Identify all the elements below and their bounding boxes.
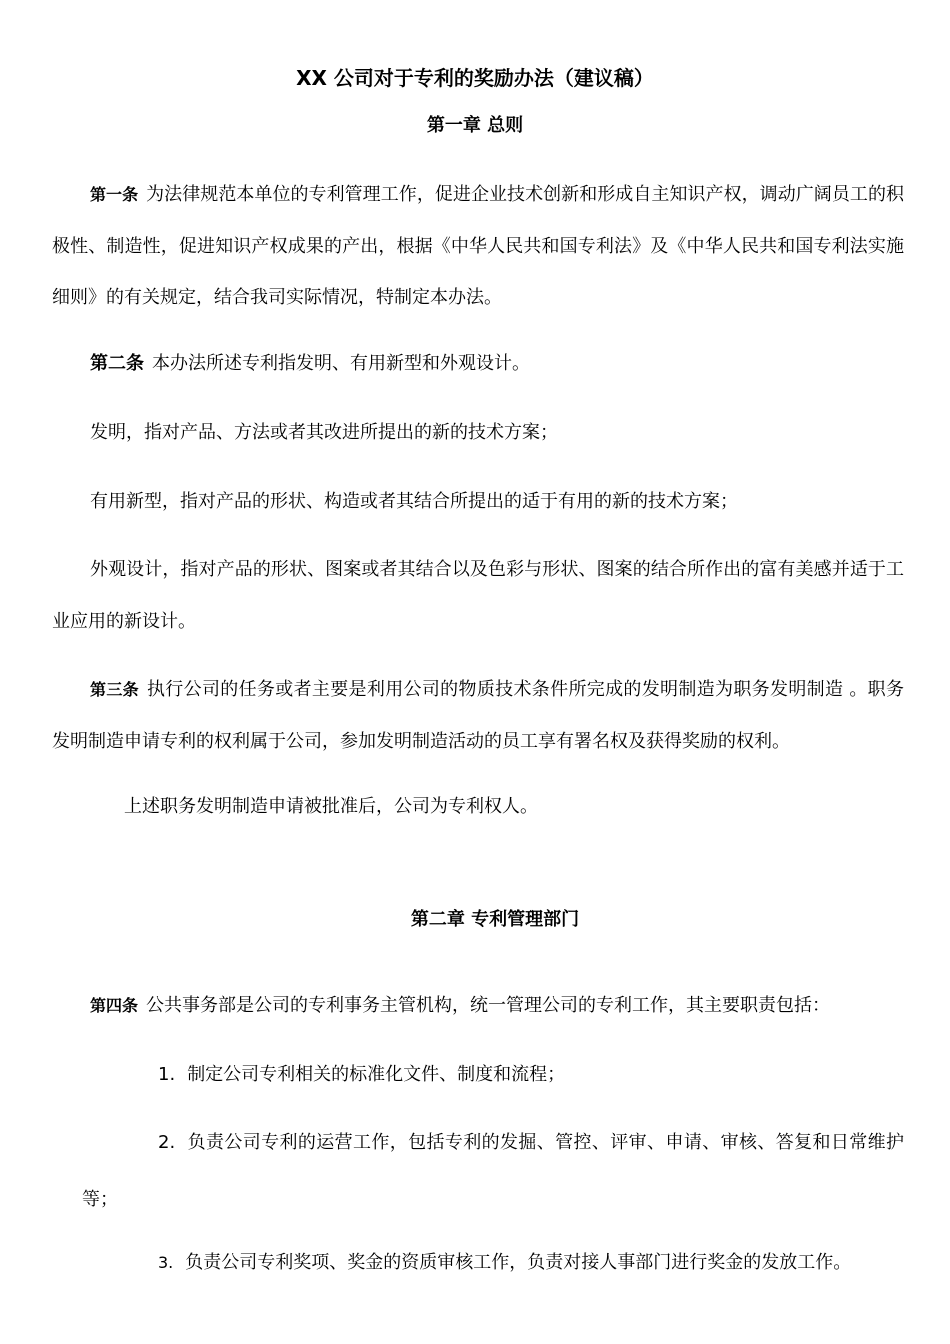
- article-4-text: 公共事务部是公司的专利事务主管机构，统一管理公司的专利工作，其主要职责包括：: [146, 995, 831, 1016]
- list-item-text: 负责公司专利的运营工作，包括专利的发掘、管控、评审、申请、审核、答复和日常维护等；: [82, 1132, 904, 1210]
- article-3: [52, 664, 904, 767]
- article-2-label: 第二条: [90, 353, 144, 374]
- list-item: [82, 1234, 904, 1291]
- article-3-label: 第三条: [90, 680, 139, 699]
- article-3-note: 上述职务发明制造申请被批准后，公司为专利权人。: [124, 796, 538, 817]
- definition-invention: 发明，指对产品、方法或者其改进所提出的新的技术方案；: [90, 422, 558, 443]
- list-item-text: 制定公司专利相关的标准化文件、制度和流程；: [187, 1064, 566, 1085]
- article-4-label: 第四条: [90, 996, 139, 1015]
- list-item-number: 1.: [158, 1064, 176, 1085]
- chapter-2-heading: 第二章 专利管理部门: [410, 909, 580, 930]
- article-4: [52, 980, 904, 1032]
- chapter-1-heading: 第一章 总则: [426, 115, 524, 136]
- list-item-number: 2.: [158, 1132, 176, 1153]
- list-item-number: 3.: [158, 1253, 174, 1272]
- definition-design: 外观设计，指对产品的形状、图案或者其结合以及色彩与形状、图案的结合所作出的富有美感并适于工业应用的新设计。: [52, 559, 904, 632]
- article-2: [52, 338, 904, 390]
- list-item-text: 负责公司专利奖项、奖金的资质审核工作，负责对接人事部门进行奖金的发放工作。: [185, 1252, 852, 1273]
- definition-utility-model: 有用新型，指对产品的形状、构造或者其结合所提出的适于有用的新的技术方案；: [90, 491, 738, 512]
- list-item: [82, 1114, 904, 1228]
- article-2-text: 本办法所述专利指发明、有用新型和外观设计。: [152, 353, 530, 374]
- document-title: XX 公司对于专利的奖励办法（建议稿）: [296, 66, 654, 90]
- article-1-label: 第一条: [90, 185, 139, 204]
- article-3-text: 执行公司的任务或者主要是利用公司的物质技术条件所完成的发明制造为职务发明制造 。职务发明制造申请专利的权利属于公司，参加发明制造活动的员工享有署名权及获得奖励的权利。: [52, 679, 904, 752]
- list-item: [82, 1046, 904, 1103]
- article-1-text: 为法律规范本单位的专利管理工作，促进企业技术创新和形成自主知识产权，调动广阔员工的积极性、制造性，促进知识产权成果的产出，根据《中华人民共和国专利法》及《中华人民共和国专利法实施细则》的有关规定，结合我司实际情况，特制定本办法。: [52, 184, 904, 308]
- article-1: [52, 169, 904, 324]
